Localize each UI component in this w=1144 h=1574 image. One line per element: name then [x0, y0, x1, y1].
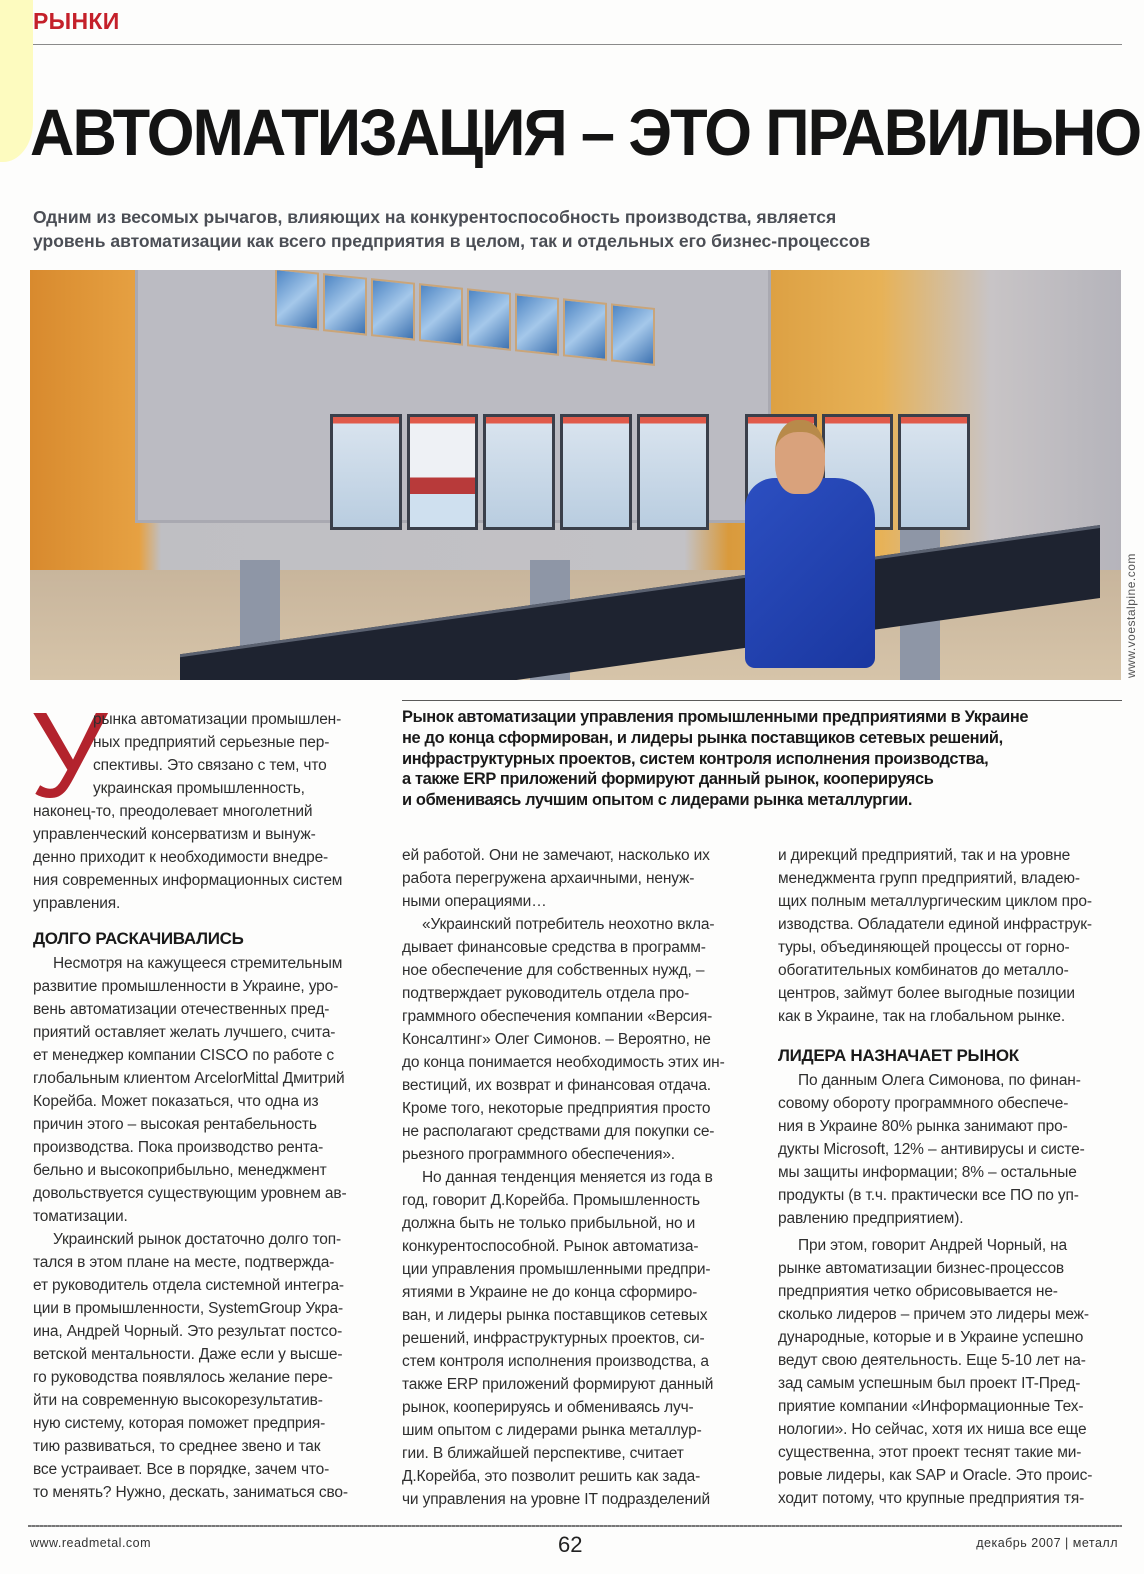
pullquote-line: инфраструктурных проектов, систем контроля исполнения производства,: [402, 749, 989, 768]
lead-line: Одним из весомых рычагов, влияющих на конкурентоспособность производства, является: [33, 207, 837, 227]
text-line: тался в этом плане на месте, подтвержда-: [33, 1254, 335, 1271]
page-number: 62: [558, 1532, 583, 1557]
text-line: нологии». Но сейчас, хотя их ниша все еще: [778, 1421, 1087, 1438]
column-1: [33, 708, 378, 1504]
text-line: центров, займут более выгодные позиции: [778, 985, 1075, 1002]
text-line: подтверждает руководитель отдела про-: [402, 985, 690, 1002]
text-line: ции управления промышленными предпри-: [402, 1261, 711, 1278]
text-line: дукты Microsoft, 12% – антивирусы и систе-: [778, 1141, 1085, 1158]
footer-issue: декабрь 2007 | металл: [976, 1536, 1118, 1550]
text-line: рынке автоматизации бизнес-процессов: [778, 1260, 1065, 1277]
text-line: менеджмента групп предприятий, владею-: [778, 870, 1080, 887]
text-line: рынка автоматизации промышлен-: [93, 711, 342, 728]
pullquote-divider: [402, 700, 1122, 701]
text-line: приятий оставляет желать лучшего, счита-: [33, 1024, 336, 1041]
text-line: Корейба. Может показаться, что одна из: [33, 1093, 319, 1110]
text-line: дывает финансовые средства в программ-: [402, 939, 706, 956]
column-2: [402, 844, 747, 1511]
text-line: развитие промышленности в Украине, уро-: [33, 978, 339, 995]
text-line: работа перегружена архаичными, ненуж-: [402, 870, 695, 887]
text-line: управления.: [33, 895, 121, 912]
text-line: Д.Корейба, это позволит решить как зада-: [402, 1468, 701, 1485]
text-line: все устраивает. Все в порядке, зачем что-: [33, 1461, 330, 1478]
text-line: ных предприятий серьезные пер-: [93, 734, 330, 751]
text-line: мы защиты информации; 8% – остальные: [778, 1164, 1077, 1181]
text-line: изводства. Обладатели единой инфраструк-: [778, 916, 1092, 933]
text-line: украинская промышленность,: [93, 780, 305, 797]
text-line: По данным Олега Симонова, по финан-: [798, 1072, 1081, 1089]
text-line: до конца понимается необходимость этих ин-: [402, 1054, 725, 1071]
text-line: йти на современную высокорезультатив-: [33, 1392, 323, 1409]
text-line: стем контроля исполнения производства, а: [402, 1353, 709, 1370]
text-line: шим опытом с лидерами рынка металлур-: [402, 1422, 702, 1439]
text-line: то менять? Нужно, дескать, заниматься сво-: [33, 1484, 348, 1501]
photo-operator: [735, 420, 885, 680]
text-line: Кроме того, некоторые предприятия просто: [402, 1100, 711, 1117]
text-line: Украинский рынок достаточно долго топ-: [53, 1231, 341, 1248]
text-line: ными операциями…: [402, 893, 547, 910]
text-line: обогатительных комбинатов до металло-: [778, 962, 1069, 979]
article-photo: [30, 270, 1121, 680]
text-line: щих полным металлургическим циклом про-: [778, 893, 1092, 910]
pullquote-line: а также ERP приложений формируют данный рынок, кооперируясь: [402, 770, 934, 789]
text-line: ятиями в Украине не до конца сформиро-: [402, 1284, 698, 1301]
article-lead: [33, 205, 1033, 253]
article-headline: АВТОМАТИЗАЦИЯ – ЭТО ПРАВИЛЬНО: [30, 95, 1141, 169]
text-line: причин этого – высокая рентабельность: [33, 1116, 317, 1133]
top-divider: [33, 44, 1122, 45]
text-line: тию развиваться, то среднее звено и так: [33, 1438, 321, 1455]
text-line: ную систему, которая поможет предприя-: [33, 1415, 326, 1432]
pullquote-line: Рынок автоматизации управления промышленными предприятиями в Украине: [402, 708, 1029, 726]
text-line: ей работой. Они не замечают, насколько их: [402, 847, 710, 864]
text-line: как в Украине, так на глобальном рынке.: [778, 1008, 1066, 1025]
text-line: и дирекций предприятий, так и на уровне: [778, 847, 1071, 864]
text-line: ван, и лидеры рынка поставщиков сетевых: [402, 1307, 708, 1324]
footer-divider: [28, 1525, 1122, 1527]
text-line: спективы. Это связано с тем, что: [93, 757, 327, 774]
text-line: Несмотря на кажущееся стремительным: [53, 955, 343, 972]
text-line: При этом, говорит Андрей Чорный, на: [798, 1237, 1068, 1254]
page-corner-marker: [0, 0, 33, 162]
text-line: дународные, которые и в Украине успешно: [778, 1329, 1084, 1346]
text-line: рынок, кооперируясь и обмениваясь луч-: [402, 1399, 694, 1416]
text-line: граммного обеспечения компании «Версия-: [402, 1008, 713, 1025]
text-line: ровые лидеры, как SAP и Oracle. Это проис-: [778, 1467, 1093, 1484]
text-line: ет руководитель отдела системной интегра-: [33, 1277, 344, 1294]
footer-website[interactable]: www.readmetal.com: [30, 1536, 152, 1550]
text-line: конкурентоспособной. Рынок автоматиза-: [402, 1238, 699, 1255]
text-line: не располагают средствами для покупки се-: [402, 1123, 715, 1140]
text-line: рьезного программного обеспечения».: [402, 1146, 675, 1163]
text-line: также ERP приложений формируют данный: [402, 1376, 714, 1393]
text-line: ное обеспечение для собственных нужд, –: [402, 962, 705, 979]
text-line: вень автоматизации отечественных пред-: [33, 1001, 330, 1018]
pullquote-line: и обмениваясь лучшим опытом с лидерами рынка металлургии.: [402, 791, 913, 810]
text-line: год, говорит Д.Корейба. Промышленность: [402, 1192, 700, 1209]
text-line: бельно и высокоприбыльно, менеджмент: [33, 1162, 327, 1179]
photo-credit: www.voestalpine.com: [1124, 553, 1138, 678]
lead-line: уровень автоматизации как всего предприятия в целом, так и отдельных его бизнес-процессов: [33, 231, 871, 251]
text-line: продукты (в т.ч. практически все ПО по уп-: [778, 1187, 1079, 1204]
text-line: глобальным клиентом ArcelorMittal Дмитрий: [33, 1070, 345, 1087]
text-line: решений, инфраструктурных проектов, си-: [402, 1330, 705, 1347]
text-line: ния современных информационных систем: [33, 872, 343, 889]
text-line: ходит потому, что крупные предприятия тя-: [778, 1490, 1085, 1507]
subheading: ЛИДЕРА НАЗНАЧАЕТ РЫНОК: [778, 1046, 1019, 1065]
text-line: ина, Андрей Чорный. Это результат постсо-: [33, 1323, 343, 1340]
text-line: зад самым успешным был проект IT-Пред-: [778, 1375, 1081, 1392]
text-line: управленческий консерватизм и вынуж-: [33, 826, 316, 843]
text-line: гии. В ближайшей перспективе, считает: [402, 1445, 684, 1462]
text-line: денно приходит к необходимости внедре-: [33, 849, 329, 866]
text-line: ведут свою деятельность. Еще 5-10 лет на-: [778, 1352, 1086, 1369]
text-line: ет менеджер компании CISCO по работе с: [33, 1047, 335, 1064]
text-line: Консалтинг» Олег Симонов. – Вероятно, не: [402, 1031, 711, 1048]
pullquote-line: не до конца сформирован, и лидеры рынка поставщиков сетевых решений,: [402, 728, 1003, 747]
drop-cap: У: [30, 687, 108, 823]
text-line: вестиций, их возврат и финансовая отдача.: [402, 1077, 711, 1094]
text-line: чи управления на уровне IT подразделений: [402, 1491, 710, 1508]
text-line: сколько лидеров – причем это лидеры меж-: [778, 1306, 1089, 1323]
text-line: ветской ментальности. Даже если у высше-: [33, 1346, 343, 1363]
column-3: [778, 844, 1123, 1510]
text-line: туры, объединяющей процессы от горно-: [778, 939, 1070, 956]
text-line: совому обороту программного обеспече-: [778, 1095, 1069, 1112]
text-line: го руководства появлялось желание пере-: [33, 1369, 333, 1386]
text-line: равлению предприятием).: [778, 1210, 964, 1227]
text-line: производства. Пока производство рента-: [33, 1139, 324, 1156]
text-line: предприятия четко обрисовывается не-: [778, 1283, 1058, 1300]
text-line: существенна, этот проект теснят такие ми-: [778, 1444, 1082, 1461]
text-line: приятие компании «Информационные Тех-: [778, 1398, 1084, 1415]
section-label: РЫНКИ: [33, 8, 120, 34]
subheading: ДОЛГО РАСКАЧИВАЛИСЬ: [33, 929, 244, 948]
text-line: ния в Украине 80% рынка занимают про-: [778, 1118, 1068, 1135]
text-line: томатизации.: [33, 1208, 128, 1225]
text-line: «Украинский потребитель неохотно вкла-: [422, 916, 715, 933]
text-line: Но данная тенденция меняется из года в: [422, 1169, 713, 1186]
pullquote: [402, 707, 1122, 811]
text-line: ции в промышленности, SystemGroup Укра-: [33, 1300, 343, 1317]
text-line: довольствуется существующим уровнем ав-: [33, 1185, 347, 1202]
text-line: наконец-то, преодолевает многолетний: [33, 803, 313, 820]
text-line: должна быть не только прибыльной, но и: [402, 1215, 696, 1232]
